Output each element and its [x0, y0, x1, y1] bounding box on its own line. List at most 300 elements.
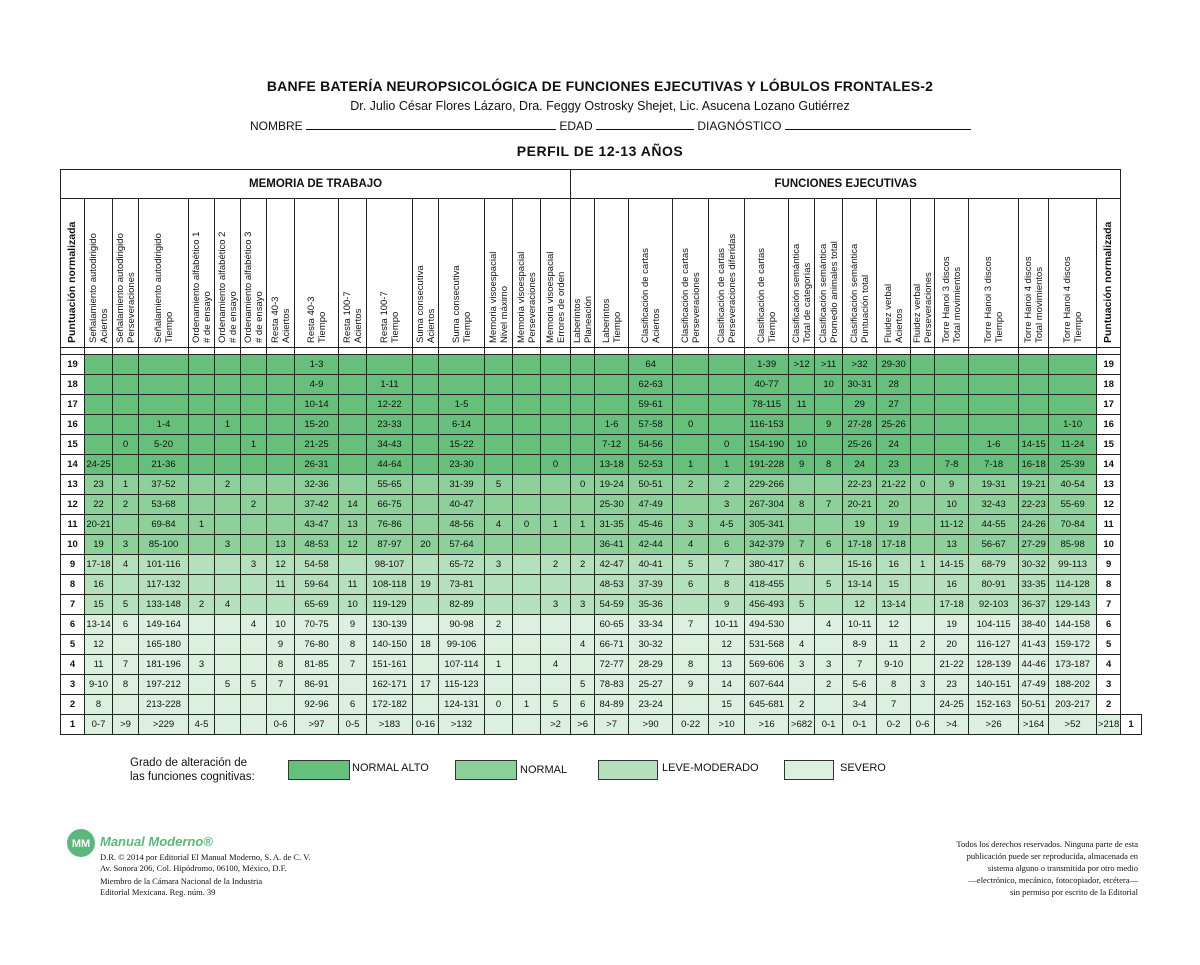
score-cell: 129-143	[1049, 595, 1097, 615]
column-header	[815, 199, 843, 348]
score-cell	[189, 695, 215, 715]
score-cell	[935, 375, 969, 395]
score-cell: 21-22	[935, 655, 969, 675]
score-cell: 1	[513, 695, 541, 715]
spacer-cell	[571, 348, 595, 355]
score-cell: 7-12	[595, 435, 629, 455]
edad-label: EDAD	[559, 119, 593, 133]
spacer-cell	[139, 348, 189, 355]
score-cell: 607-644	[745, 675, 789, 695]
score-cell: 92-103	[969, 595, 1019, 615]
score-cell	[413, 455, 439, 475]
score-cell	[911, 615, 935, 635]
score-cell	[241, 655, 267, 675]
score-cell: 10-11	[843, 615, 877, 635]
score-cell	[85, 435, 113, 455]
score-cell: 0-6	[911, 715, 935, 735]
score-cell: 494-530	[745, 615, 789, 635]
score-cell	[789, 415, 815, 435]
normalized-score-cell: 19	[1097, 355, 1121, 375]
score-cell	[189, 575, 215, 595]
score-cell: 44-46	[1019, 655, 1049, 675]
score-cell: >16	[745, 715, 789, 735]
column-header-line: Resta 100-7	[341, 291, 353, 343]
score-cell	[673, 595, 709, 615]
column-header-line: Laberintos	[600, 298, 612, 343]
score-cell: 26-31	[295, 455, 339, 475]
score-cell: 7	[339, 655, 367, 675]
score-cell: 30-32	[629, 635, 673, 655]
score-cell: 8	[709, 575, 745, 595]
score-cell: 48-56	[439, 515, 485, 535]
score-cell: >26	[969, 715, 1019, 735]
score-cell: 15	[877, 575, 911, 595]
score-cell	[413, 695, 439, 715]
score-cell: 48-53	[595, 575, 629, 595]
column-header-line: Resta 100-7	[378, 291, 390, 343]
column-header-line: Total movimientos	[1033, 266, 1045, 343]
score-cell: 27	[877, 395, 911, 415]
score-cell	[673, 495, 709, 515]
score-cell: 0	[513, 515, 541, 535]
column-header	[789, 199, 815, 348]
normalized-score-cell: 11	[61, 515, 85, 535]
score-cell	[215, 635, 241, 655]
score-cell: 87-97	[367, 535, 413, 555]
score-cell: 7	[709, 555, 745, 575]
spacer-cell	[911, 348, 935, 355]
score-cell	[189, 615, 215, 635]
score-cell: 9	[339, 615, 367, 635]
score-cell: 98-107	[367, 555, 413, 575]
legend-text-severo: SEVERO	[840, 762, 886, 774]
score-cell: 2	[541, 555, 571, 575]
score-cell	[513, 455, 541, 475]
score-cell: 11-12	[935, 515, 969, 535]
normalized-score-cell: 8	[1097, 575, 1121, 595]
score-cell	[485, 435, 513, 455]
score-cell: 4	[673, 535, 709, 555]
column-header-line: Aciertos	[425, 308, 437, 343]
column-header-line: Aciertos	[352, 308, 364, 343]
column-header-line: Torre Hanoi 4 discos	[1061, 256, 1073, 343]
score-cell	[673, 635, 709, 655]
spacer-cell	[295, 348, 339, 355]
score-cell: 13	[267, 535, 295, 555]
score-cell: 17-18	[85, 555, 113, 575]
score-cell: 9-10	[85, 675, 113, 695]
score-cell: 3	[189, 655, 215, 675]
spacer-cell	[709, 348, 745, 355]
score-cell: 81-85	[295, 655, 339, 675]
score-cell	[485, 715, 513, 735]
score-cell: 23	[85, 475, 113, 495]
score-cell	[267, 595, 295, 615]
column-header-line: Ordenamiento alfabético 1	[190, 231, 202, 343]
table-row	[61, 615, 1142, 635]
score-cell: 7	[113, 655, 139, 675]
diagnostico-field[interactable]	[785, 119, 971, 130]
score-cell: 531-568	[745, 635, 789, 655]
normalized-score-cell: 6	[61, 615, 85, 635]
score-cell: 10-11	[709, 615, 745, 635]
score-cell	[485, 675, 513, 695]
score-cell: 16	[85, 575, 113, 595]
score-cell: 305-341	[745, 515, 789, 535]
score-cell	[541, 435, 571, 455]
column-header	[215, 199, 241, 348]
score-cell: 50-51	[1019, 695, 1049, 715]
score-cell: 0-22	[673, 715, 709, 735]
score-cell	[215, 655, 241, 675]
score-cell: 2	[215, 475, 241, 495]
normalized-score-cell: 2	[61, 695, 85, 715]
score-cell: 8	[673, 655, 709, 675]
spacer-cell	[789, 348, 815, 355]
score-cell: 2	[113, 495, 139, 515]
edad-field[interactable]	[596, 119, 694, 130]
score-cell: 40-41	[629, 555, 673, 575]
score-cell	[571, 535, 595, 555]
column-header-line: # de ensayo	[253, 291, 265, 343]
column-header-line: Tiempo	[316, 311, 328, 343]
score-cell: 16-18	[1019, 455, 1049, 475]
spacer-cell	[843, 348, 877, 355]
score-cell: 62-63	[629, 375, 673, 395]
score-cell: 140-151	[969, 675, 1019, 695]
score-cell: 2	[911, 635, 935, 655]
column-header	[485, 199, 513, 348]
score-cell: 1	[673, 455, 709, 475]
score-cell: 7-8	[935, 455, 969, 475]
score-cell: 19	[935, 615, 969, 635]
score-cell: 5	[673, 555, 709, 575]
score-cell	[215, 375, 241, 395]
score-cell: 4-9	[295, 375, 339, 395]
score-cell: 20	[935, 635, 969, 655]
score-cell: >132	[439, 715, 485, 735]
column-header	[139, 199, 189, 348]
column-header-line: Aciertos	[98, 308, 110, 343]
score-cell	[935, 355, 969, 375]
column-header	[439, 199, 485, 348]
score-cell: 4	[241, 615, 267, 635]
score-cell: 59-61	[629, 395, 673, 415]
score-cell	[673, 695, 709, 715]
score-cell: 19	[85, 535, 113, 555]
score-cell	[413, 495, 439, 515]
score-cell: 85-100	[139, 535, 189, 555]
score-cell	[413, 555, 439, 575]
spacer-cell	[877, 348, 911, 355]
score-cell	[339, 475, 367, 495]
score-cell: 54-56	[629, 435, 673, 455]
score-cell: 4	[815, 615, 843, 635]
score-cell	[85, 395, 113, 415]
score-cell: 9	[709, 595, 745, 615]
score-cell: 2	[241, 495, 267, 515]
score-cell: 181-196	[139, 655, 189, 675]
score-cell	[241, 475, 267, 495]
score-cell: 130-139	[367, 615, 413, 635]
score-cell: 0-1	[843, 715, 877, 735]
score-cell: 57-58	[629, 415, 673, 435]
score-cell	[541, 415, 571, 435]
score-cell	[541, 475, 571, 495]
score-cell: 154-190	[745, 435, 789, 455]
score-cell: 213-228	[139, 695, 189, 715]
score-cell: 11-24	[1049, 435, 1097, 455]
logo-mark-text: MM	[71, 838, 91, 850]
column-header	[367, 199, 413, 348]
score-cell: 4-5	[189, 715, 215, 735]
spacer-cell	[113, 348, 139, 355]
score-cell: 59-64	[295, 575, 339, 595]
table-row	[61, 435, 1142, 455]
score-cell: 11	[789, 395, 815, 415]
score-cell: 24-25	[935, 695, 969, 715]
score-cell: 55-65	[367, 475, 413, 495]
legend-label-line1: Grado de alteración de	[130, 757, 247, 769]
score-cell	[513, 715, 541, 735]
normalized-score-cell: 13	[1097, 475, 1121, 495]
score-cell: 84-89	[595, 695, 629, 715]
score-cell: 1-10	[1049, 415, 1097, 435]
table-row	[61, 395, 1142, 415]
score-cell	[815, 595, 843, 615]
score-cell: 8	[789, 495, 815, 515]
column-header-line: Perseveraciones	[922, 272, 934, 343]
score-cell: 60-65	[595, 615, 629, 635]
score-cell: >2	[541, 715, 571, 735]
score-cell	[571, 615, 595, 635]
score-cell: 9	[935, 475, 969, 495]
column-header-line: Laberintos	[571, 298, 583, 343]
score-cell	[85, 375, 113, 395]
score-cell: 3	[673, 515, 709, 535]
score-cell	[485, 395, 513, 415]
score-cell: 14	[709, 675, 745, 695]
spacer-cell	[215, 348, 241, 355]
score-cell: 1	[485, 655, 513, 675]
score-cell: 73-81	[439, 575, 485, 595]
score-cell: 80-91	[969, 575, 1019, 595]
score-cell: 0-5	[339, 715, 367, 735]
authors-line: Dr. Julio César Flores Lázaro, Dra. Feggy Ostrosky Shejet, Lic. Asucena Lozano Gutiérrez	[350, 99, 850, 113]
score-cell: 0	[709, 435, 745, 455]
column-header-line: Ordenamiento alfabético 3	[242, 231, 254, 343]
score-cell: 162-171	[367, 675, 413, 695]
score-cell: 17	[413, 675, 439, 695]
score-cell: 0	[485, 695, 513, 715]
score-cell: 5	[241, 675, 267, 695]
column-header-line: Errores de orden	[555, 271, 567, 343]
score-cell: 5	[815, 575, 843, 595]
score-cell: 23	[935, 675, 969, 695]
score-cell	[241, 695, 267, 715]
score-cell: 116-153	[745, 415, 789, 435]
score-cell: 2	[189, 595, 215, 615]
score-cell	[113, 575, 139, 595]
score-cell: 27-28	[843, 415, 877, 435]
score-cell: 107-114	[439, 655, 485, 675]
score-cell: 35-36	[629, 595, 673, 615]
legend-swatch-normal-alto	[288, 760, 350, 780]
score-cell	[911, 435, 935, 455]
score-cell: 0-2	[877, 715, 911, 735]
score-cell: 76-86	[367, 515, 413, 535]
score-cell: 22-23	[843, 475, 877, 495]
score-cell: 11	[85, 655, 113, 675]
score-cell: 19	[413, 575, 439, 595]
score-cell: >682	[789, 715, 815, 735]
score-cell: 12	[709, 635, 745, 655]
score-cell: 25-39	[1049, 455, 1097, 475]
score-cell	[367, 355, 413, 375]
score-cell: 6	[673, 575, 709, 595]
score-cell: 144-158	[1049, 615, 1097, 635]
score-cell: 14-15	[1019, 435, 1049, 455]
score-cell: >10	[709, 715, 745, 735]
score-cell: 33-35	[1019, 575, 1049, 595]
normalized-score-cell: 18	[1097, 375, 1121, 395]
score-cell: >4	[935, 715, 969, 735]
score-cell: 2	[673, 475, 709, 495]
publisher-logo-icon	[66, 828, 96, 858]
column-header-line: Aciertos	[280, 308, 292, 343]
score-cell: 40-47	[439, 495, 485, 515]
score-cell: 5	[215, 675, 241, 695]
score-cell: 65-72	[439, 555, 485, 575]
score-cell: 116-127	[969, 635, 1019, 655]
score-cell: 172-182	[367, 695, 413, 715]
normalized-score-cell: 7	[61, 595, 85, 615]
score-cell: 3	[113, 535, 139, 555]
score-cell	[189, 435, 215, 455]
score-cell	[485, 455, 513, 475]
score-cell	[571, 435, 595, 455]
normalized-score-cell: 3	[61, 675, 85, 695]
normalized-score-cell: 5	[61, 635, 85, 655]
score-cell: 1	[571, 515, 595, 535]
score-cell: 10	[789, 435, 815, 455]
score-cell	[113, 415, 139, 435]
table-row	[61, 355, 1142, 375]
score-cell: 66-71	[595, 635, 629, 655]
score-cell	[541, 535, 571, 555]
score-cell: 12	[339, 535, 367, 555]
column-header-line: Suma consecutiva	[450, 265, 462, 343]
document-title: BANFE BATERÍA NEUROPSICOLÓGICA DE FUNCIONES EJECUTIVAS Y LÓBULOS FRONTALES-2	[266, 78, 934, 94]
score-cell: 1	[911, 555, 935, 575]
normalized-score-cell: 17	[1097, 395, 1121, 415]
score-cell: 7	[267, 675, 295, 695]
normalized-score-cell: 1	[61, 715, 85, 735]
score-cell	[911, 355, 935, 375]
score-cell: 13	[709, 655, 745, 675]
score-cell: 33-34	[629, 615, 673, 635]
column-header	[113, 199, 139, 348]
score-cell: 31-35	[595, 515, 629, 535]
score-cell: 11	[877, 635, 911, 655]
score-cell: 9	[267, 635, 295, 655]
score-cell: 29	[843, 395, 877, 415]
score-cell: 6-14	[439, 415, 485, 435]
spacer-cell	[629, 348, 673, 355]
score-cell	[595, 375, 629, 395]
score-cell: 6	[339, 695, 367, 715]
score-cell: 7	[815, 495, 843, 515]
column-header-line: Suma consecutiva	[414, 265, 426, 343]
score-cell: 66-75	[367, 495, 413, 515]
legend-swatch-leve-moderado	[598, 760, 658, 780]
normalized-score-cell: 7	[1097, 595, 1121, 615]
score-cell: 117-132	[139, 575, 189, 595]
score-cell: 76-80	[295, 635, 339, 655]
score-cell: 1-4	[139, 415, 189, 435]
column-header-line: Tiempo	[993, 311, 1005, 343]
score-cell	[339, 455, 367, 475]
score-cell: 128-139	[969, 655, 1019, 675]
score-cell	[215, 615, 241, 635]
spacer-cell	[439, 348, 485, 355]
score-cell: 1-3	[295, 355, 339, 375]
score-cell	[413, 395, 439, 415]
score-cell	[413, 355, 439, 375]
score-cell	[789, 615, 815, 635]
score-cell	[241, 535, 267, 555]
score-cell: 10-14	[295, 395, 339, 415]
score-cell: 6	[815, 535, 843, 555]
score-cell: 72-77	[595, 655, 629, 675]
nombre-field[interactable]	[306, 119, 556, 130]
score-cell	[815, 635, 843, 655]
score-cell: 8	[267, 655, 295, 675]
score-cell	[513, 675, 541, 695]
column-header-line: Señalamiento autodirigido	[114, 233, 126, 343]
column-header-line: Resta 40-3	[269, 296, 281, 343]
score-cell: 64	[629, 355, 673, 375]
score-cell: 23-30	[439, 455, 485, 475]
score-cell	[513, 575, 541, 595]
score-cell	[215, 695, 241, 715]
score-cell: 9	[673, 675, 709, 695]
column-header-line: Tiempo	[766, 311, 778, 343]
score-cell: >183	[367, 715, 413, 735]
score-cell: 45-46	[629, 515, 673, 535]
score-cell	[513, 355, 541, 375]
score-cell: 10	[935, 495, 969, 515]
score-cell: 3-4	[843, 695, 877, 715]
score-cell: >97	[295, 715, 339, 735]
legend-text-leve-moderado: LEVE-MODERADO	[662, 762, 759, 774]
score-cell: 65-69	[295, 595, 339, 615]
score-cell: 30-32	[1019, 555, 1049, 575]
score-cell: 1	[215, 415, 241, 435]
column-header-line: Torre Hanoi 3 discos	[940, 256, 952, 343]
legend-text-normal-alto: NORMAL ALTO	[352, 762, 429, 774]
score-cell	[485, 635, 513, 655]
score-cell: 151-161	[367, 655, 413, 675]
score-cell: 1	[189, 515, 215, 535]
column-header-line: Memoria visoespacial	[487, 251, 499, 343]
score-cell: 19	[877, 515, 911, 535]
column-header-line: Nivel máximo	[498, 285, 510, 343]
score-cell: 22	[85, 495, 113, 515]
table-row	[61, 555, 1142, 575]
column-header	[843, 199, 877, 348]
score-cell	[815, 435, 843, 455]
